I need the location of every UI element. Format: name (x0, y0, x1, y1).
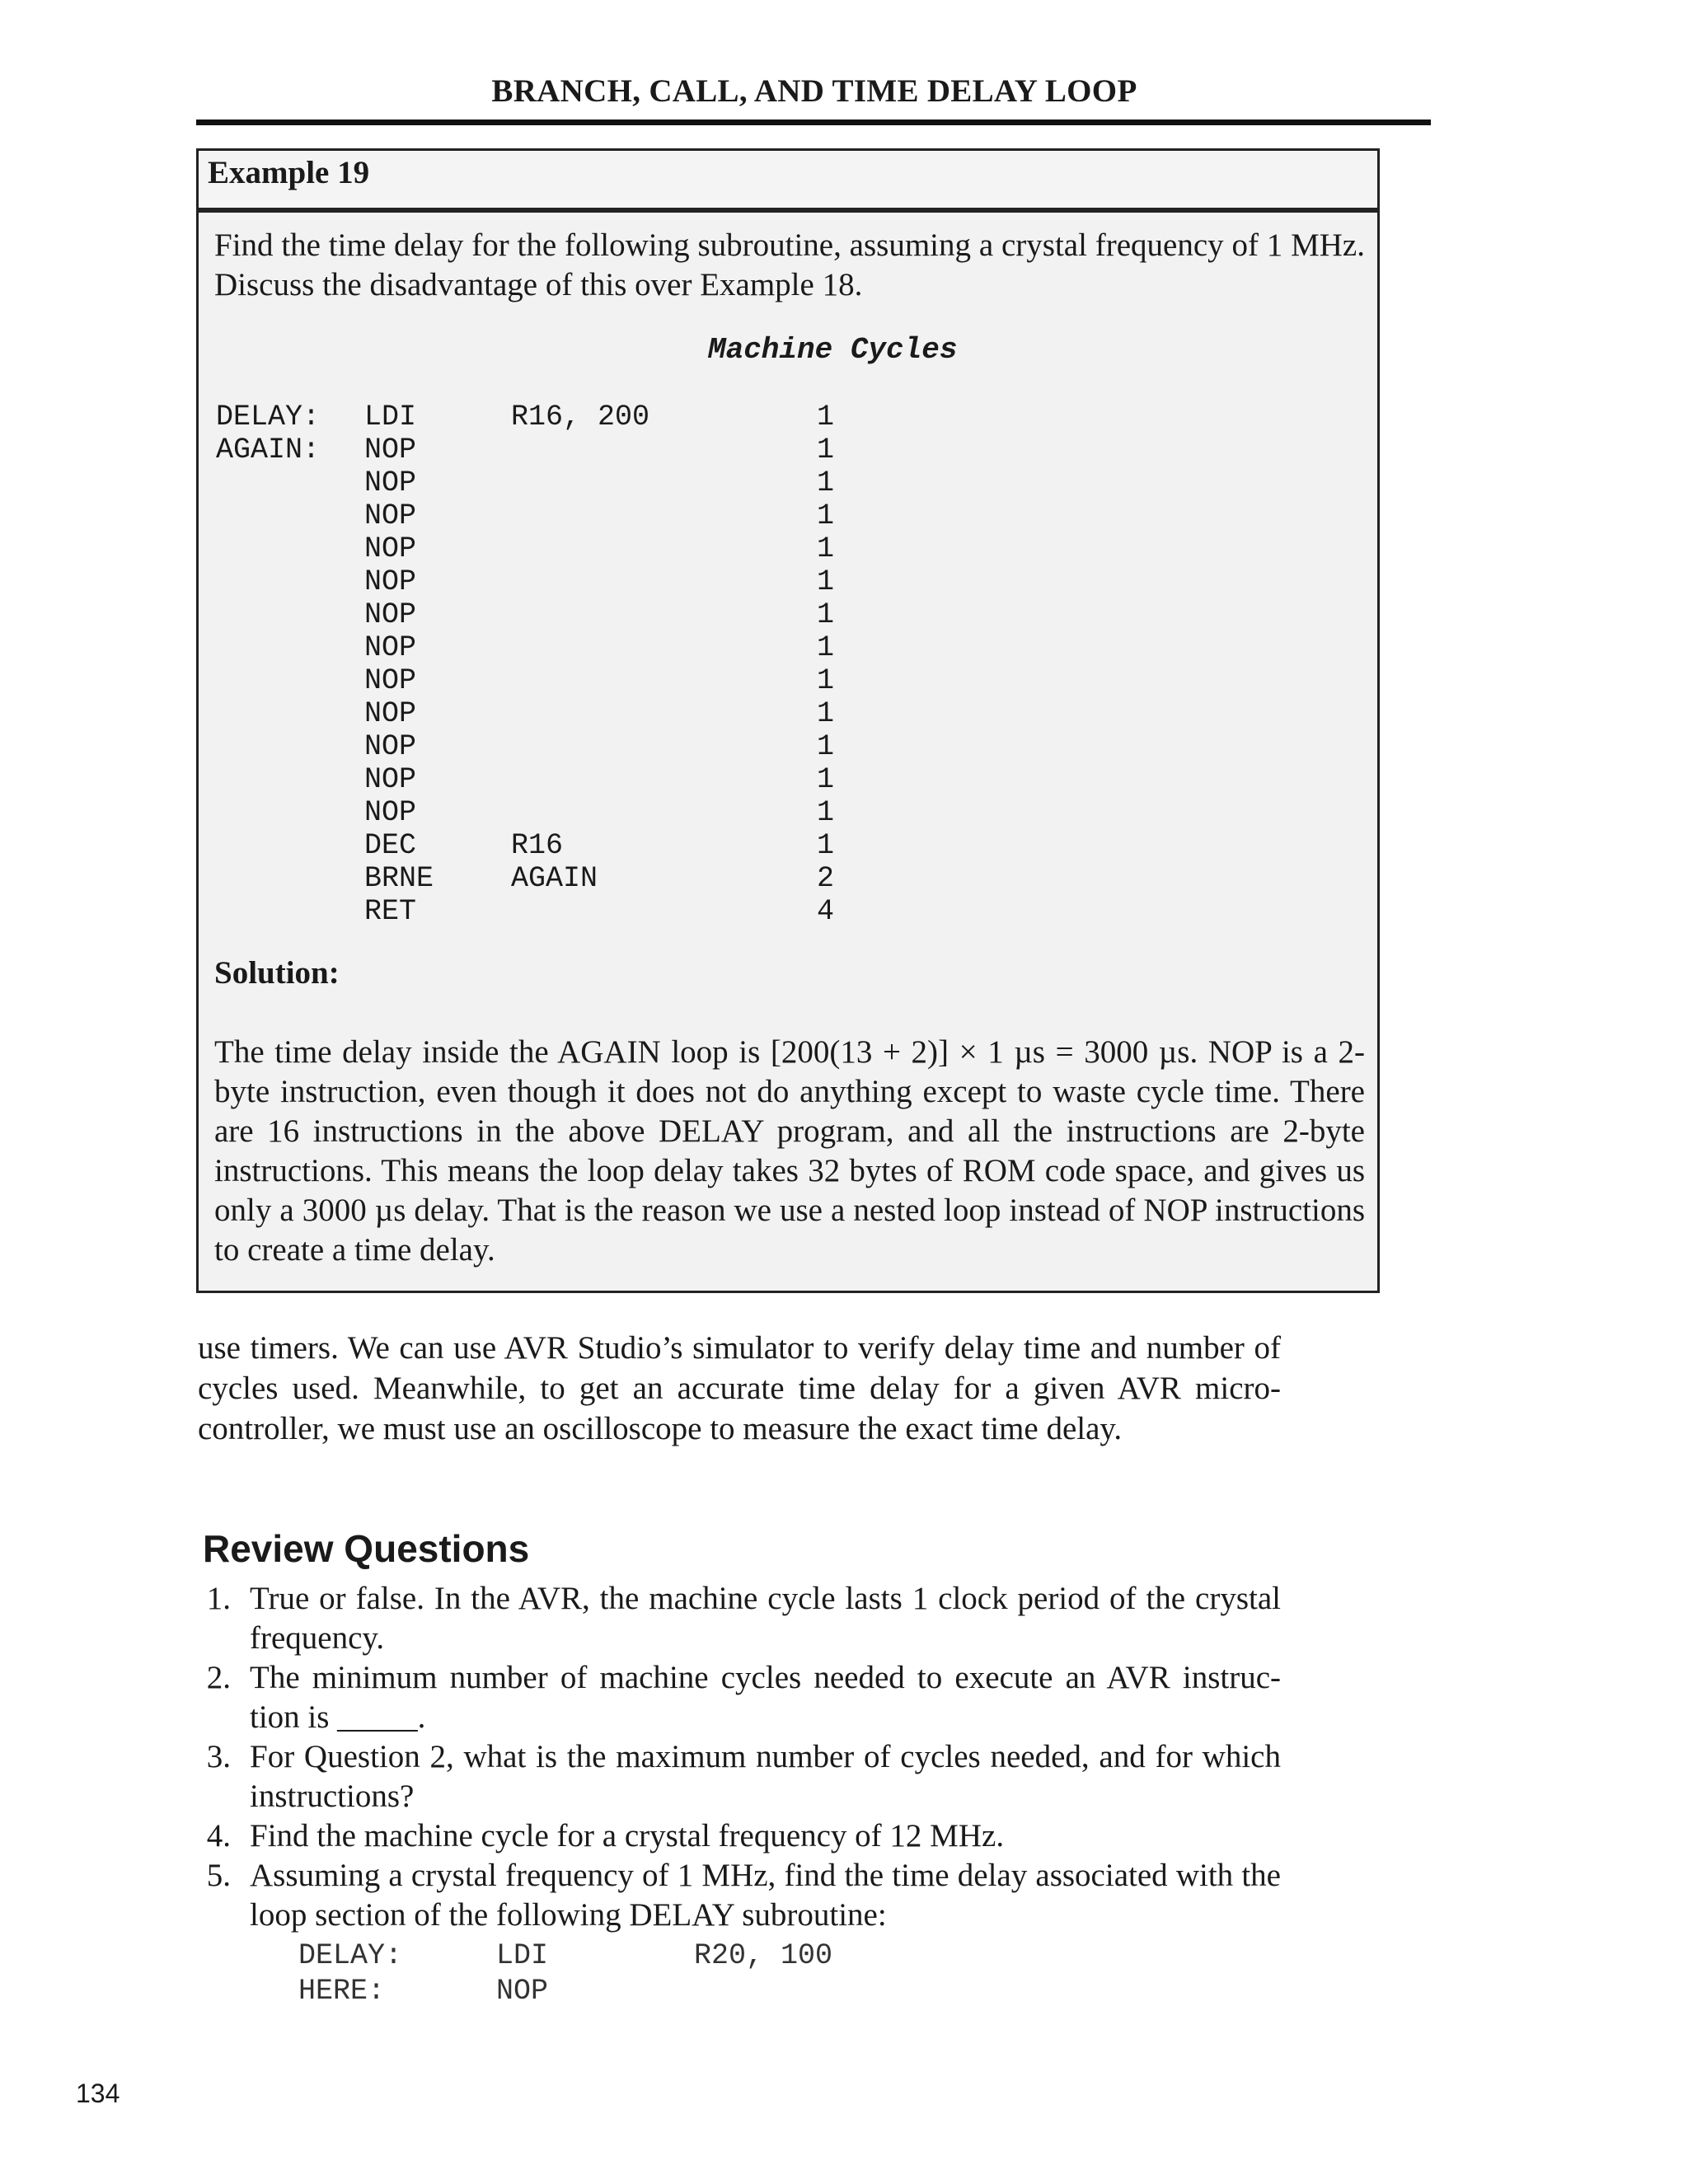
code-label: DELAY: (298, 1939, 403, 1972)
code-cycles: 1 (816, 401, 834, 434)
code-opcode: LDI (496, 1939, 549, 1972)
code-operand: R16, 200 (511, 401, 650, 434)
review-question (198, 1737, 1281, 1816)
code-opcode: BRNE (364, 862, 434, 895)
review-question (198, 1579, 1281, 1658)
review-question (198, 1816, 1281, 1856)
code-opcode: NOP (364, 730, 417, 763)
example-title: Example 19 (199, 151, 1377, 210)
code-opcode: NOP (364, 434, 417, 466)
code-line (216, 697, 958, 730)
code-opcode: NOP (364, 499, 417, 532)
machine-cycles-header: Machine Cycles (708, 333, 958, 367)
code-label: DELAY: (216, 401, 321, 434)
code-line (216, 499, 958, 532)
example-problem-text: Find the time delay for the following subroutine, assuming a crystal frequency of 1 MHz. Discuss the disadvantage of this over Example 18. (214, 227, 1365, 302)
code-cycles: 2 (816, 862, 834, 895)
code-line (216, 466, 958, 499)
code-line (216, 631, 958, 664)
solution-label: Solution: (214, 955, 340, 991)
code-opcode: NOP (364, 598, 417, 631)
code-operand: R20, 100 (694, 1939, 833, 1972)
solution-text: The time delay inside the AGAIN loop is [200(13 + 2)] × 1 µs = 3000 µs. NOP is a 2-byte instruction, even though it does not do anything except to waste cycle time. There are 16 instructions in the above DELAY program, and all the instructions are 2-byte instructions. This means the loop delay takes 32 bytes of ROM code space, and gives us only a 3000 µs delay. That is the reason we use a nested loop instead of NOP instructions to create a time delay. (214, 1034, 1365, 1268)
code-line (216, 565, 958, 598)
review-questions-heading: Review Questions (203, 1527, 530, 1570)
question-number: 4. (206, 1818, 231, 1854)
code-line (216, 829, 958, 862)
code-cycles: 1 (816, 796, 834, 829)
code-opcode: NOP (364, 664, 417, 697)
code-cycles: 1 (816, 499, 834, 532)
code-line (216, 434, 958, 466)
question-number: 5. (206, 1858, 231, 1893)
code-opcode: NOP (364, 466, 417, 499)
code-line (216, 401, 958, 434)
code-line (216, 598, 958, 631)
code-line (216, 532, 958, 565)
code-opcode: NOP (364, 532, 417, 565)
code-cycles: 1 (816, 730, 834, 763)
code-cycles: 1 (816, 565, 834, 598)
code-line (216, 730, 958, 763)
question-text: For Question 2, what is the maximum number of cycles needed, and for which instructions? (250, 1739, 1281, 1814)
review-question (198, 1658, 1281, 1737)
code-opcode: NOP (496, 1975, 549, 2008)
page-number: 134 (76, 2079, 120, 2108)
code-label: AGAIN: (216, 434, 321, 466)
code-operand: AGAIN (511, 862, 598, 895)
question-number: 2. (206, 1660, 231, 1695)
code-opcode: NOP (364, 796, 417, 829)
code-cycles: 1 (816, 664, 834, 697)
code-opcode: NOP (364, 697, 417, 730)
code-cycles: 1 (816, 763, 834, 796)
question-text: True or false. In the AVR, the machine cycle lasts 1 clock period of the crystal frequency. (250, 1581, 1281, 1656)
code-cycles: 1 (816, 532, 834, 565)
code-line (216, 796, 958, 829)
code-line (298, 1938, 1040, 1974)
code-cycles: 1 (816, 434, 834, 466)
code-opcode: NOP (364, 565, 417, 598)
code-line (216, 763, 958, 796)
example-code-listing (216, 401, 958, 928)
question-text: Assuming a crystal frequency of 1 MHz, find the time delay associated with the loop section of the following DELAY subroutine: (250, 1858, 1281, 1933)
example-box (196, 148, 1380, 1293)
code-cycles: 1 (816, 631, 834, 664)
example-body (199, 210, 1377, 1291)
header-rule (196, 120, 1431, 125)
question-number: 3. (206, 1739, 231, 1774)
code-operand: R16 (511, 829, 564, 862)
code-opcode: NOP (364, 631, 417, 664)
code-cycles: 4 (816, 895, 834, 928)
code-label: HERE: (298, 1975, 386, 2008)
review-questions-list (198, 1579, 1281, 1935)
code-cycles: 1 (816, 598, 834, 631)
question-number: 1. (206, 1581, 231, 1616)
code-opcode: RET (364, 895, 417, 928)
code-opcode: DEC (364, 829, 417, 862)
code-opcode: LDI (364, 401, 417, 434)
code-line (216, 862, 958, 895)
code-line (298, 1974, 1040, 2009)
code-line (216, 895, 958, 928)
running-head: BRANCH, CALL, AND TIME DELAY LOOP (491, 73, 1137, 109)
question-text: The minimum number of machine cycles needed to execute an AVR instruc-tion is _____. (250, 1660, 1281, 1735)
question-text: Find the machine cycle for a crystal frequency of 12 MHz. (250, 1818, 1005, 1854)
code-opcode: NOP (364, 763, 417, 796)
code-line (216, 664, 958, 697)
question-code-listing (298, 1938, 1040, 2009)
code-cycles: 1 (816, 466, 834, 499)
code-cycles: 1 (816, 697, 834, 730)
code-cycles: 1 (816, 829, 834, 862)
review-question (198, 1856, 1281, 1935)
body-paragraph: use timers. We can use AVR Studio’s simulator to verify delay time and number of cycles used. Meanwhile, to get an accurate time delay for a given AVR micro-controller, we must use an oscilloscope to measure the exact time delay. (198, 1330, 1281, 1446)
